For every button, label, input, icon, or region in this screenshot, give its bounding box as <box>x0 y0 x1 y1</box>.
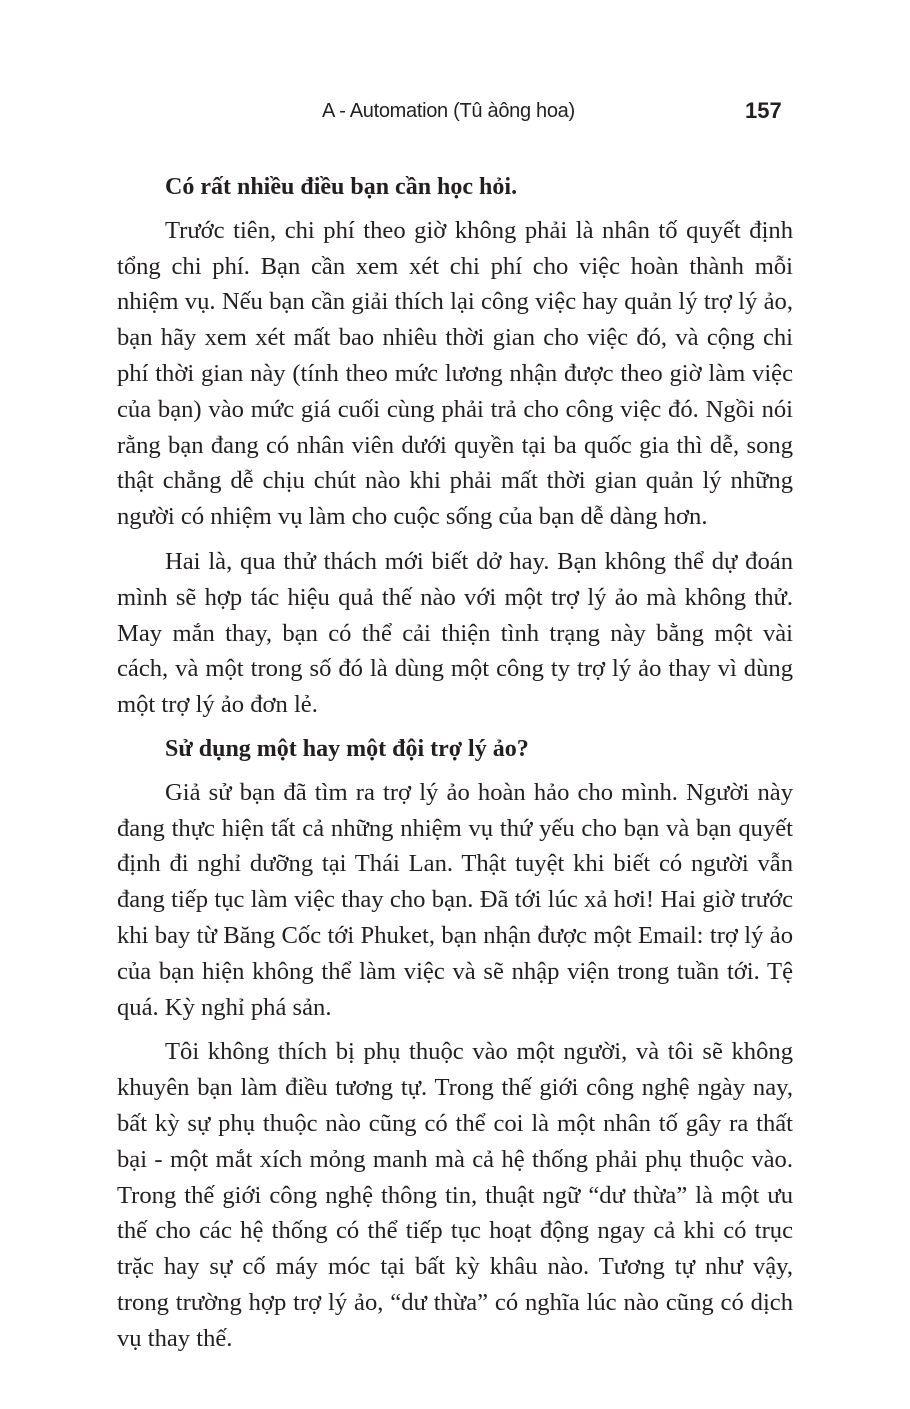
body-paragraph: Tôi không thích bị phụ thuộc vào một người, và tôi sẽ không khuyên bạn làm điều tương tự. Trong thế giới công nghệ ngày nay, bất kỳ sự phụ thuộc nào cũng có thể coi là một nhân tố gây ra thất bại - một mắt xích mỏng manh mà cả hệ thống phải phụ thuộc vào. Trong thế giới công nghệ thông tin, thuật ngữ “dư thừa” là một ưu thế cho các hệ thống có thể tiếp tục hoạt động ngay cả khi có trục trặc hay sự cố máy móc tại bất kỳ khâu nào. Tương tự như vậy, trong trường hợp trợ lý ảo, “dư thừa” có nghĩa lúc nào cũng có dịch vụ thay thế. <box>117 1038 793 1352</box>
body-paragraph: Hai là, qua thử thách mới biết dở hay. Bạn không thể dự đoán mình sẽ hợp tác hiệu quả thế nào với một trợ lý ảo mà không thử. May mắn thay, bạn có thể cải thiện tình trạng này bằng một vài cách, và một trong số đó là dùng một công ty trợ lý ảo thay vì dùng một trợ lý ảo đơn lẻ. <box>117 547 793 719</box>
section-heading: Sử dụng một hay một đội trợ lý ảo? <box>165 735 529 762</box>
body-paragraph: Giả sử bạn đã tìm ra trợ lý ảo hoàn hảo cho mình. Người này đang thực hiện tất cả những nhiệm vụ thứ yếu cho bạn và bạn quyết định đi nghỉ dưỡng tại Thái Lan. Thật tuyệt khi biết có người vẫn đang tiếp tục làm việc thay cho bạn. Đã tới lúc xả hơi! Hai giờ trước khi bay từ Băng Cốc tới Phuket, bạn nhận được một Email: trợ lý ảo của bạn hiện không thể làm việc và sẽ nhập viện trong tuần tới. Tệ quá. Kỳ nghỉ phá sản. <box>117 778 793 1021</box>
running-header-title: A - Automation (Tû àông hoa) <box>322 100 575 122</box>
body-paragraph: Trước tiên, chi phí theo giờ không phải là nhân tố quyết định tổng chi phí. Bạn cần xem xét chi phí cho việc hoàn thành mỗi nhiệm vụ. Nếu bạn cần giải thích lại công việc hay quản lý trợ lý ảo, bạn hãy xem xét mất bao nhiêu thời gian cho việc đó, và cộng chi phí thời gian này (tính theo mức lương nhận được theo giờ làm việc của bạn) vào mức giá cuối cùng phải trả cho công việc đó. Ngồi nói rằng bạn đang có nhân viên dưới quyền tại ba quốc gia thì dễ, song thật chẳng dễ chịu chút nào khi phải mất thời gian quản lý những người có nhiệm vụ làm cho cuộc sống của bạn dễ dàng hơn. <box>117 216 793 531</box>
running-header <box>0 96 910 126</box>
page-number: 157 <box>745 98 782 123</box>
section-heading: Có rất nhiều điều bạn cần học hỏi. <box>165 174 518 200</box>
page-body <box>117 170 793 1366</box>
